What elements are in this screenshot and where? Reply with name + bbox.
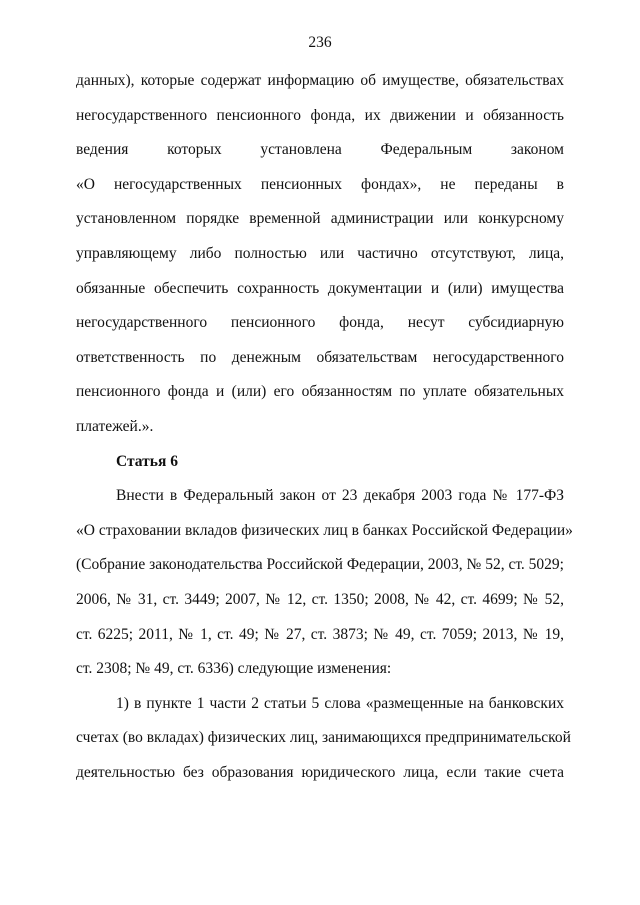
text-line: 2006, № 31, ст. 3449; 2007, № 12, ст. 1350; 2008, № 42, ст. 4699; № 52,	[76, 590, 564, 608]
text-line: Внести в Федеральный закон от 23 декабря 2003 года № 177-ФЗ	[116, 487, 564, 505]
text-line: данных), которые содержат информацию об имуществе, обязательствах	[76, 72, 564, 89]
text-line: «О страховании вкладов физических лиц в банках Российской Федерации»	[76, 521, 573, 539]
text-line: «О негосударственных пенсионных фондах», не переданы в	[76, 175, 564, 193]
text-line: деятельностью без образования юридического лица, если такие счета	[76, 763, 564, 781]
text-line: пенсионного фонда и (или) его обязанностям по уплате обязательных	[76, 383, 564, 401]
text-line: управляющему либо полностью или частично отсутствуют, лица,	[76, 244, 564, 262]
article-heading: Статья 6	[116, 452, 178, 470]
text-line: ведения которых установлена Федеральным законом	[76, 141, 564, 159]
text-line: ст. 2308; № 49, ст. 6336) следующие изменения:	[76, 660, 392, 678]
page-number: 236	[308, 34, 332, 51]
text-line: негосударственного пенсионного фонда, их движении и обязанность	[76, 106, 564, 124]
text-line: обязанные обеспечить сохранность документации и (или) имущества	[76, 279, 564, 297]
text-line: счетах (во вкладах) физических лиц, занимающихся предпринимательской	[76, 729, 571, 747]
text-line: 1) в пункте 1 части 2 статьи 5 слова «размещенные на банковских	[116, 694, 564, 712]
text-line: ст. 6225; 2011, № 1, ст. 49; № 27, ст. 3873; № 49, ст. 7059; 2013, № 19,	[76, 625, 564, 643]
text-line: платежей.».	[76, 417, 154, 435]
text-line: ответственность по денежным обязательствам негосударственного	[76, 348, 564, 366]
text-line: негосударственного пенсионного фонда, несут субсидиарную	[76, 314, 564, 332]
text-line: (Собрание законодательства Российской Федерации, 2003, № 52, ст. 5029;	[76, 556, 564, 574]
text-line: установленном порядке временной администрации или конкурсному	[76, 210, 564, 228]
document-body	[76, 64, 573, 790]
